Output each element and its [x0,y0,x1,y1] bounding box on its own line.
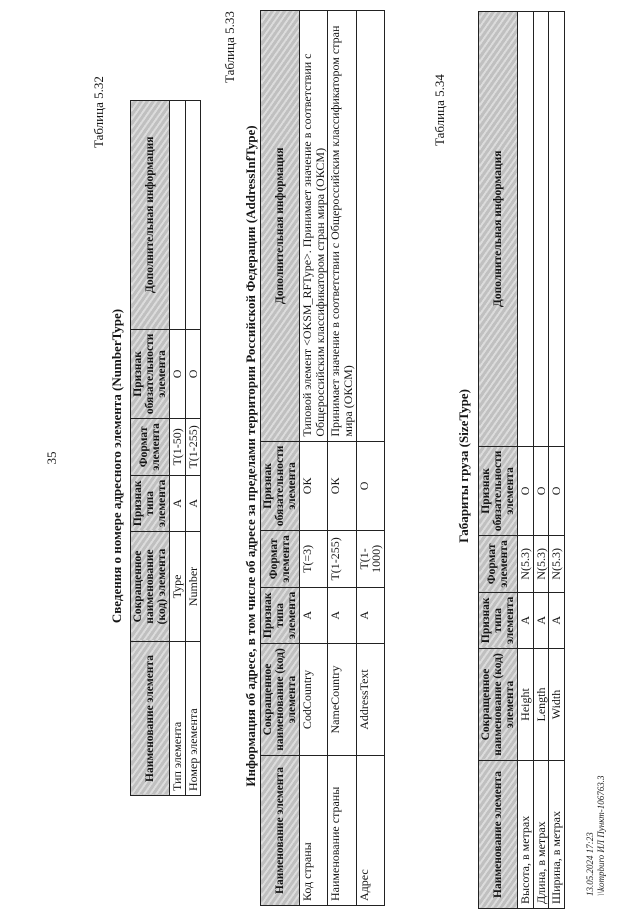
header-extra-info: Дополнительная информация [479,12,518,447]
table-row [356,11,384,906]
header-element-name: Наименование элемента [479,761,518,909]
header-element-kind: Признак типа элемента [131,475,170,531]
header-element-required: Признак обязательности элемента [479,446,518,536]
cell-element-required: O [518,446,534,536]
stamp-path: \\kompburo ИЛ Пункт-106763.3 [596,775,606,896]
table-533-caption: Таблица 5.33 [222,11,237,83]
page-number: 35 [44,451,59,465]
header-element-code: Сокращенное наименование (код) элемента [261,644,300,756]
cell-element-kind: A [170,475,186,531]
table-532-title: Сведения о номере адресного элемента (NumberType) [109,308,124,624]
table-row [185,101,201,796]
print-stamp [585,775,607,896]
header-element-format: Формат элемента [131,419,170,475]
cell-element-code: Number [185,532,201,642]
header-element-name: Наименование элемента [131,642,170,796]
cell-element-format: N(5.3) [518,536,534,592]
header-element-required: Признак обязательности элемента [261,441,300,531]
cell-element-code: Width [549,649,565,761]
cell-element-required: O [170,329,186,419]
cell-element-required: ОК [328,441,356,531]
cell-element-required: ОК [300,441,328,531]
table-row [328,11,356,906]
table-header-row [131,101,170,796]
cell-element-name: Длина, в метрах [533,761,549,909]
table-header-row [479,12,518,909]
cell-element-code: Type [170,532,186,642]
cell-extra-info [533,12,549,447]
cell-element-name: Наименование страны [328,756,356,906]
table-row [518,12,534,909]
header-element-name: Наименование элемента [261,756,300,906]
cell-element-kind: A [300,587,328,643]
header-element-kind: Признак типа элемента [479,592,518,648]
cell-element-format: T(=3) [300,531,328,587]
table-533-title: Информация об адресе, в том числе об адресе за пределами территории Российской Федерации (AddressInfType) [243,125,258,787]
header-extra-info: Дополнительная информация [131,101,170,330]
header-element-format: Формат элемента [479,536,518,592]
cell-element-format: N(5.3) [549,536,565,592]
cell-extra-info: Принимает значение в соответствии с Общероссийским классификатором стран мира (ОКСМ) [328,11,356,442]
cell-element-kind: A [328,587,356,643]
cell-extra-info [518,12,534,447]
cell-element-code: Length [533,649,549,761]
cell-element-name: Тип элемента [170,642,186,796]
table-534-caption: Таблица 5.34 [432,74,447,146]
table-row [170,101,186,796]
header-element-format: Формат элемента [261,531,300,587]
header-extra-info: Дополнительная информация [261,11,300,442]
table-534 [478,11,565,909]
cell-element-format: T(1-255) [328,531,356,587]
table-row [533,12,549,909]
stamp-date: 13.05.2024 17:23 [585,832,595,896]
table-532 [130,100,201,796]
cell-extra-info [549,12,565,447]
cell-element-code: Height [518,649,534,761]
cell-element-name: Высота, в метрах [518,761,534,909]
cell-element-format: N(5.3) [533,536,549,592]
header-element-code: Сокращенное наименование (код) элемента [479,649,518,761]
cell-element-required: O [356,441,384,531]
table-533 [260,10,385,906]
cell-element-format: T(1-50) [170,419,186,475]
header-element-kind: Признак типа элемента [261,587,300,643]
table-row [549,12,565,909]
cell-element-format: T(1-255) [185,419,201,475]
header-element-code: Сокращенное наименование (код) элемента [131,532,170,642]
header-element-required: Признак обязательности элемента [131,329,170,419]
cell-element-kind: A [518,592,534,648]
cell-extra-info [356,11,384,442]
table-row [300,11,328,906]
cell-extra-info [170,101,186,330]
cell-element-required: O [533,446,549,536]
cell-extra-info [185,101,201,330]
cell-element-kind: A [185,475,201,531]
cell-element-name: Ширина, в метрах [549,761,565,909]
cell-element-name: Адрес [356,756,384,906]
cell-element-required: O [185,329,201,419]
cell-element-name: Код страны [300,756,328,906]
cell-element-code: AddressText [356,644,384,756]
cell-element-name: Номер элемента [185,642,201,796]
cell-element-code: CodCountry [300,644,328,756]
table-534-title: Габариты груза (SizeType) [456,389,471,543]
cell-element-kind: A [533,592,549,648]
cell-element-kind: A [356,587,384,643]
cell-element-kind: A [549,592,565,648]
cell-extra-info: Типовой элемент <OKSM_RFType>. Принимает значение в соответствии с Общероссийским классификатором стран мира (ОКСМ) [300,11,328,442]
table-532-caption: Таблица 5.32 [91,76,106,148]
cell-element-code: NameCountry [328,644,356,756]
table-header-row [261,11,300,906]
cell-element-required: O [549,446,565,536]
cell-element-format: T(1-1000) [356,531,384,587]
